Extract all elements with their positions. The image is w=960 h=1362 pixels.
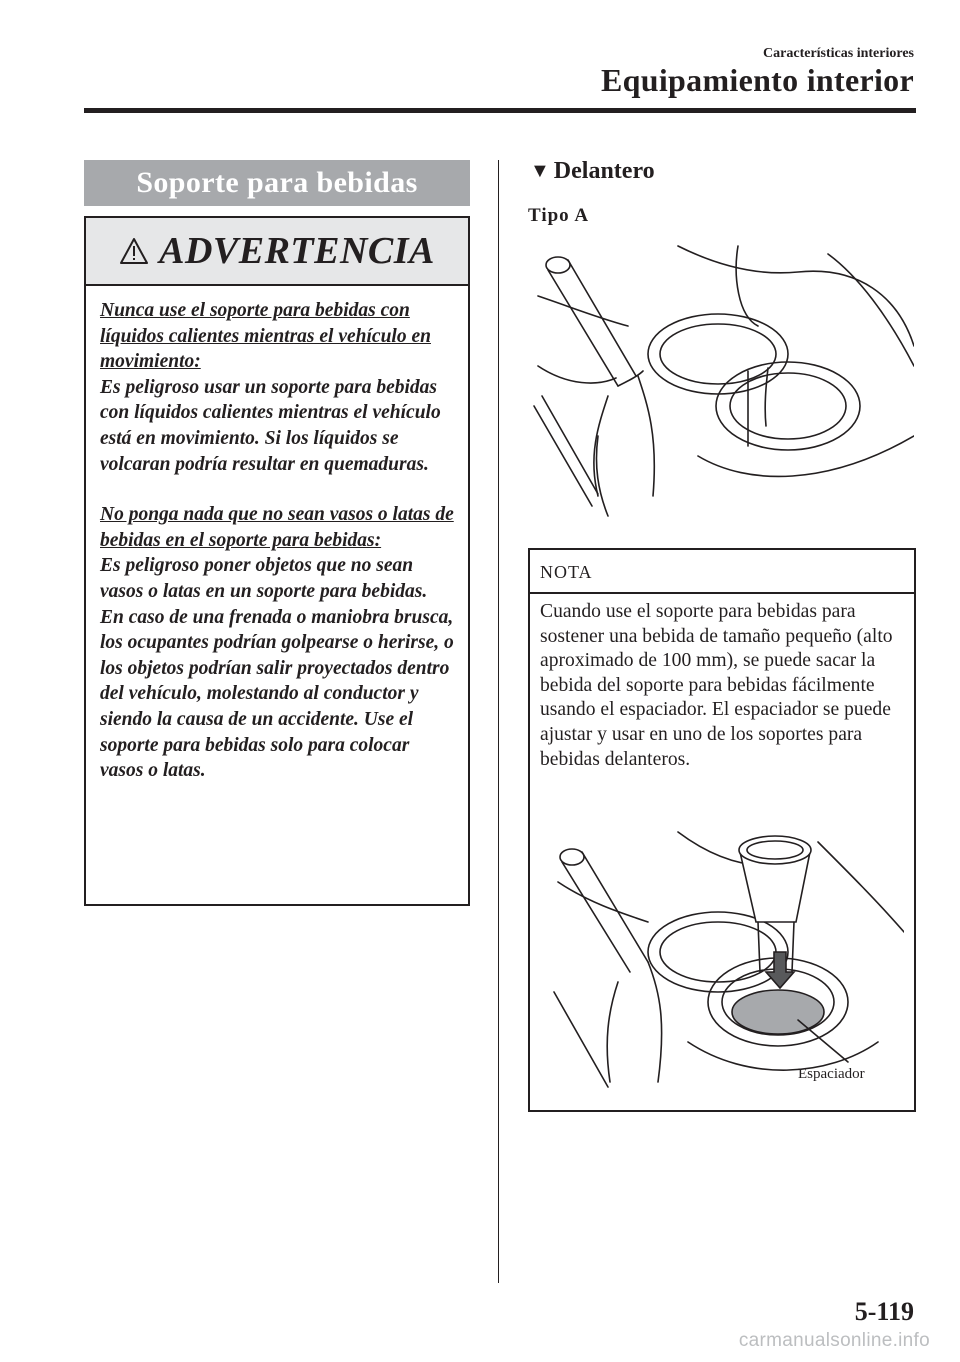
header-section-name: Características interiores: [763, 46, 914, 61]
page-title: Equipamiento interior: [601, 62, 914, 98]
type-label: Tipo A: [528, 205, 590, 226]
subheading-text: Delantero: [553, 158, 655, 184]
warning-text-1: Es peligroso usar un soporte para bebidas con líquidos calientes mientras el vehículo está en movimiento. Si los líquidos se volcaran podría resultar en quemaduras.: [100, 376, 441, 475]
warning-text-2: Es peligroso poner objetos que no sean vasos o latas en un soporte para bebidas.: [100, 555, 428, 602]
warning-triangle-icon: [119, 237, 149, 265]
section-title: Soporte para bebidas: [84, 160, 470, 206]
note-title: NOTA: [530, 550, 914, 594]
warning-body: [86, 286, 468, 784]
cup-holder-illustration: [528, 236, 914, 526]
subheading: [530, 158, 655, 185]
warning-box: [84, 216, 470, 906]
header-rule: [84, 108, 916, 113]
column-divider: [498, 160, 499, 1283]
warning-heading-2: No ponga nada que no sean vasos o latas de bebidas en el soporte para bebidas:: [100, 504, 454, 551]
triangle-bullet-icon: ▼: [530, 160, 550, 182]
note-box: [528, 548, 916, 1112]
page-number: 5-119: [854, 1297, 914, 1326]
spacer-label: Espaciador: [798, 1066, 865, 1082]
warning-text-3: En caso de una frenada o maniobra brusca, los ocupantes podrían golpearse o herirse, o los objetos podrían salir proyectados dentro del vehículo, molestando al conductor y siendo la causa de un accidente. Use el soporte para bebidas solo para colocar vasos o latas.: [100, 606, 454, 782]
warning-header: [86, 218, 468, 286]
warning-heading-1: Nunca use el soporte para bebidas con líquidos calientes mientras el vehículo en movimiento:: [100, 300, 431, 373]
note-text: Cuando use el soporte para bebidas para sostener una bebida de tamaño pequeño (alto aproximado de 100 mm), se puede sacar la bebida del soporte para bebidas fácilmente usando el espaciador. El espaciador se puede ajustar y usar en uno de los soportes para bebidas delanteros.: [540, 601, 893, 770]
watermark: carmanualsonline.info: [738, 1330, 930, 1351]
spacer-illustration: [548, 822, 904, 1097]
warning-title: ADVERTENCIA: [159, 230, 435, 272]
